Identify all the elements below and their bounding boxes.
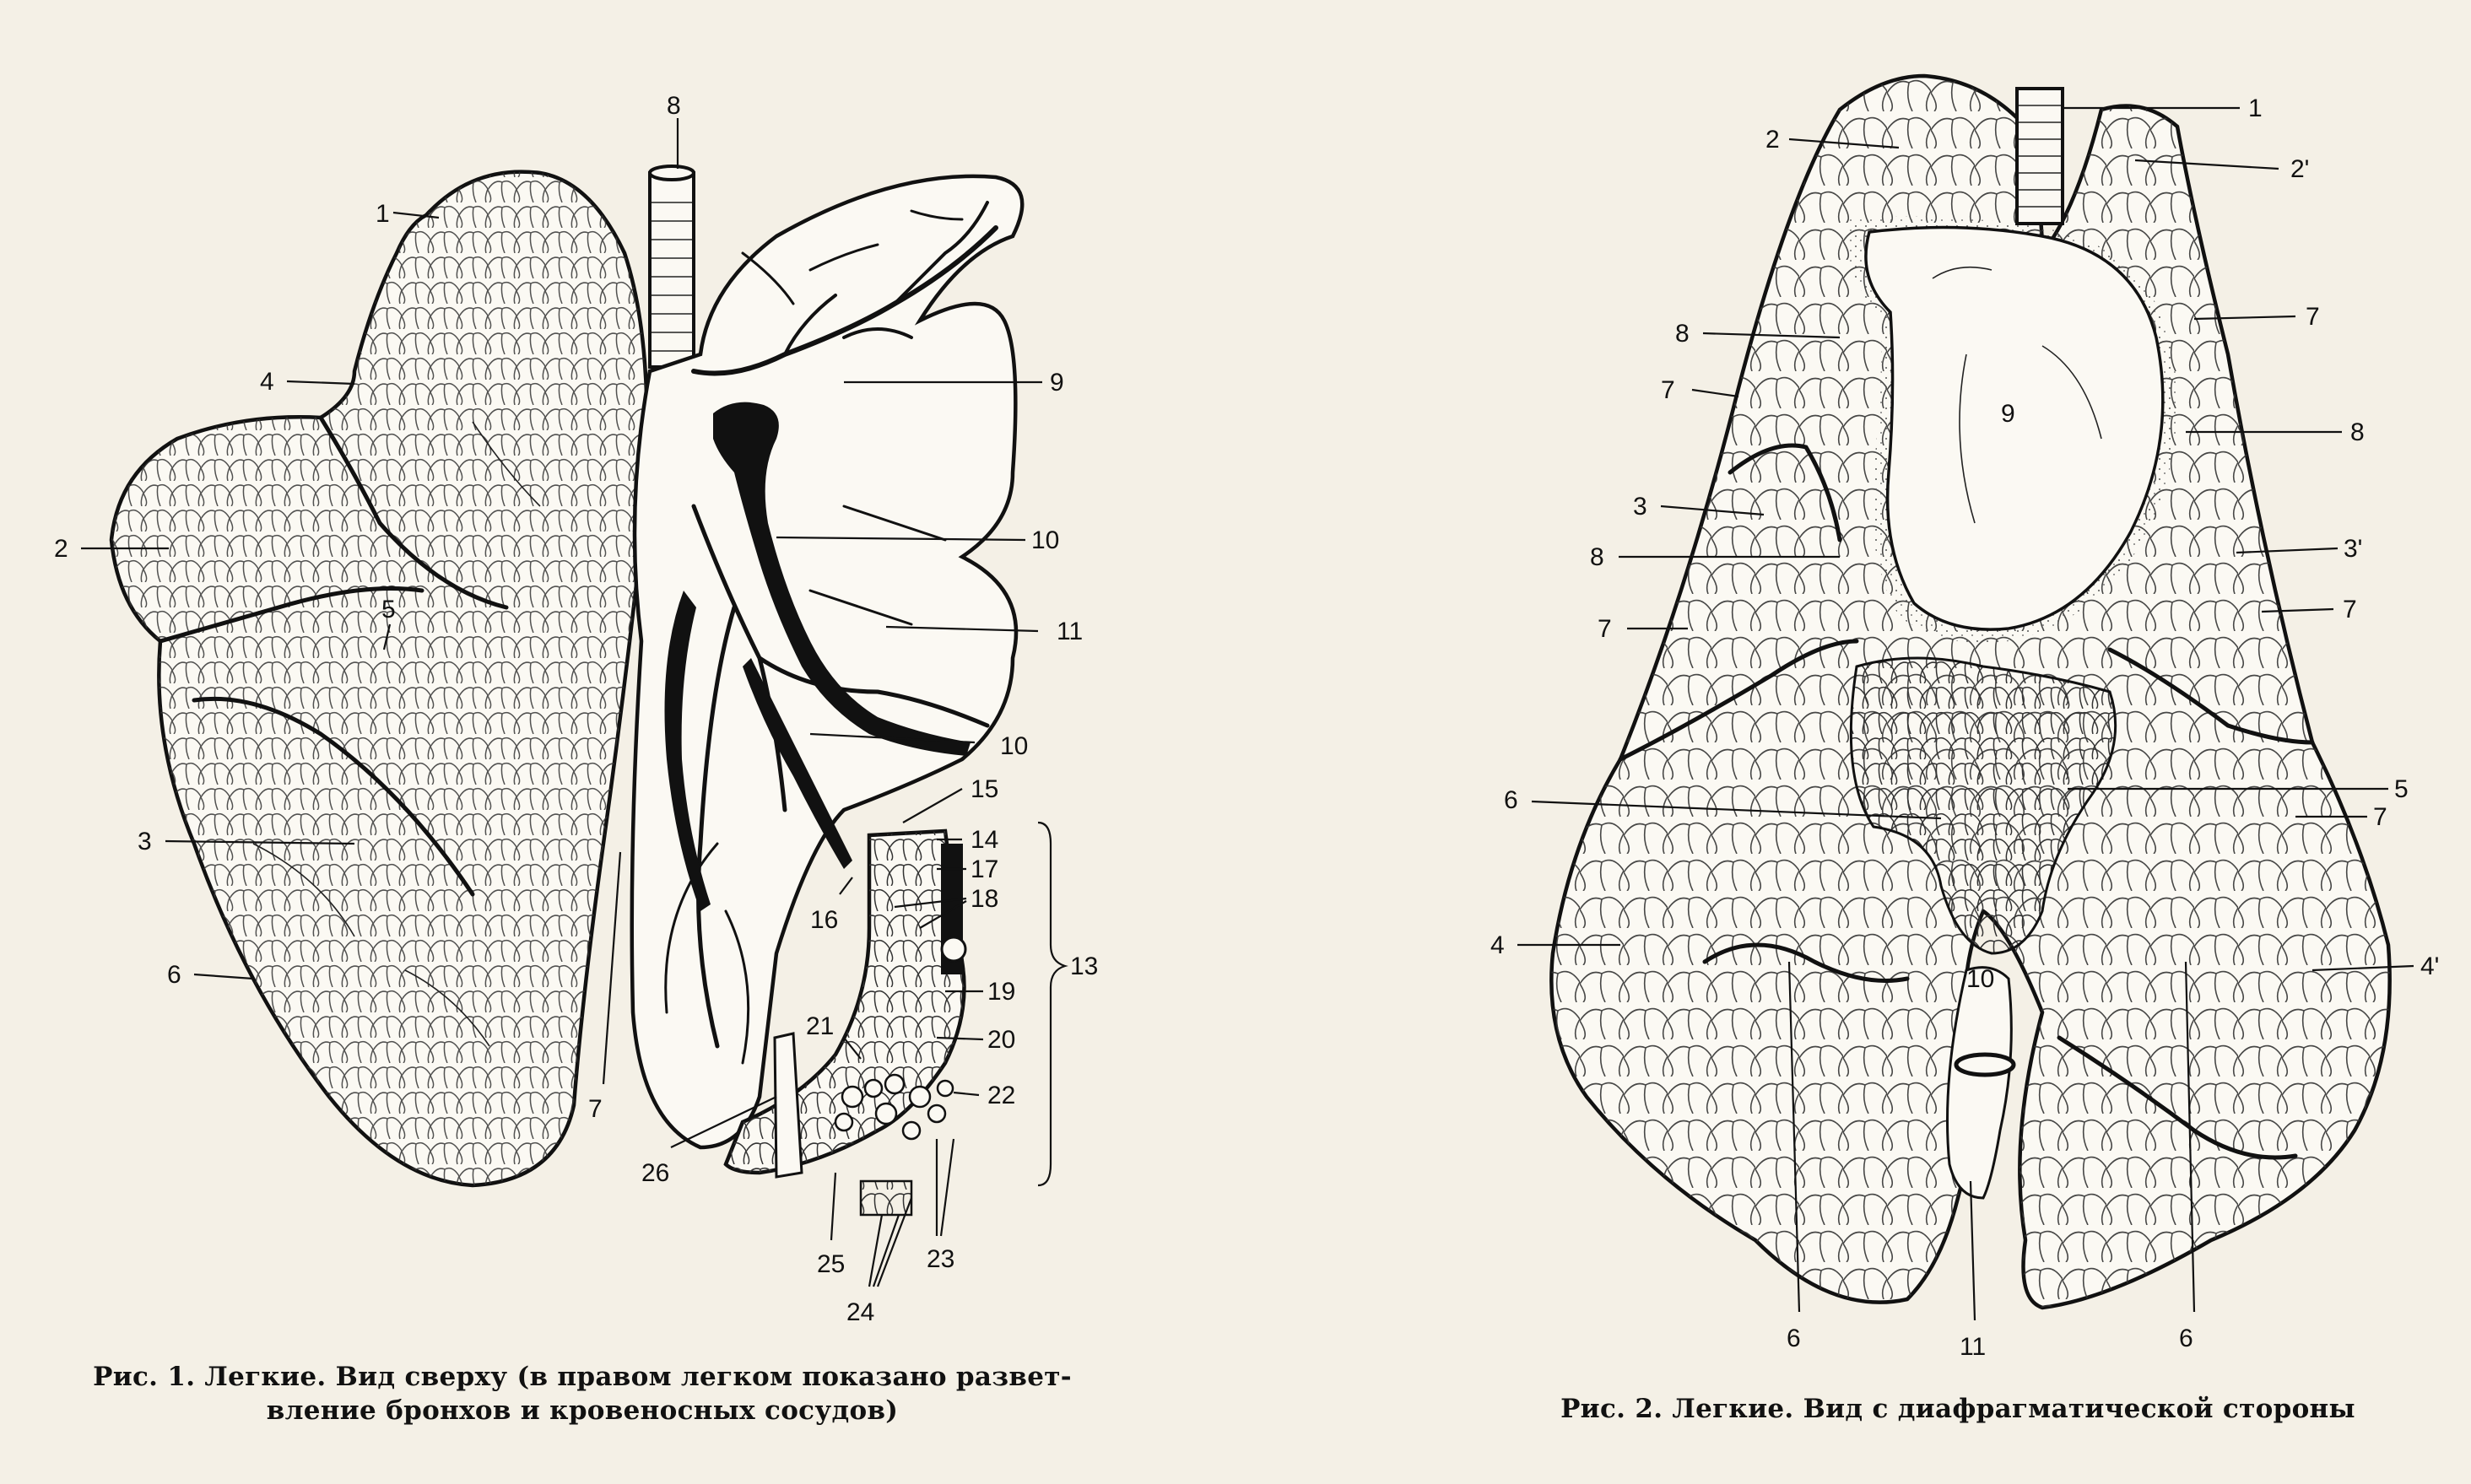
callout-9: 9 [1050, 369, 1064, 397]
callout-f2-7a: 7 [2306, 303, 2320, 331]
left-lung [111, 172, 647, 1185]
callout-f2-11: 11 [1960, 1333, 1987, 1361]
callout-16: 16 [810, 906, 839, 934]
callout-f2-2: 2 [1765, 126, 1780, 154]
callout-f2-10: 10 [1966, 965, 1995, 993]
callout-f2-7c: 7 [1598, 615, 1612, 643]
callout-f2-4prime: 4' [2420, 952, 2440, 980]
callout-f2-8b: 8 [2350, 418, 2365, 446]
callout-f2-3: 3 [1633, 493, 1647, 521]
callout-5: 5 [381, 596, 396, 623]
callout-8: 8 [667, 92, 681, 120]
callout-f2-2prime: 2' [2290, 155, 2310, 183]
figure-1-lungs-top-view [54, 92, 1098, 1326]
callout-7: 7 [588, 1095, 603, 1123]
bracket-13 [1038, 823, 1065, 1185]
callout-18: 18 [971, 885, 999, 913]
callout-20: 20 [987, 1026, 1016, 1054]
callout-22: 22 [987, 1082, 1016, 1109]
callout-10: 10 [1031, 526, 1060, 554]
callout-f2-8c: 8 [1590, 543, 1604, 571]
callout-2: 2 [54, 535, 68, 563]
callout-f2-6c: 6 [2179, 1325, 2193, 1352]
trachea [2017, 89, 2063, 224]
callout-f2-7d: 7 [2343, 596, 2357, 623]
callout-10b: 10 [1000, 732, 1029, 760]
figure-1-caption-line-1: Рис. 1. Легкие. Вид сверху (в правом легком показано развет- [93, 1362, 1072, 1392]
callout-19: 19 [987, 978, 1016, 1006]
callout-f2-9: 9 [2001, 400, 2015, 428]
callout-f2-7b: 7 [1661, 376, 1675, 404]
callout-17: 17 [971, 855, 999, 883]
trachea [650, 166, 694, 367]
callout-13: 13 [1070, 952, 1099, 980]
callout-12: 12 [770, 459, 798, 487]
figure-2-caption: Рис. 2. Легкие. Вид с диафрагматической стороны [1560, 1394, 2355, 1424]
figure-1-caption [51, 1360, 1114, 1427]
callout-25: 25 [817, 1250, 846, 1278]
callout-f2-4: 4 [1490, 931, 1505, 959]
callout-f2-7e: 7 [2373, 803, 2387, 831]
callout-23: 23 [927, 1245, 955, 1273]
callout-4: 4 [260, 368, 274, 396]
callout-f2-6a: 6 [1504, 786, 1518, 814]
callout-26: 26 [641, 1159, 670, 1187]
callout-11: 11 [1057, 618, 1084, 645]
callout-f2-6b: 6 [1787, 1325, 1801, 1352]
callout-f2-5: 5 [2394, 775, 2409, 803]
callout-24: 24 [846, 1298, 875, 1326]
callout-1: 1 [376, 200, 390, 228]
figure-1-caption-line-2: вление бронхов и кровеносных сосудов) [266, 1395, 899, 1426]
callout-14: 14 [971, 826, 999, 854]
callout-3: 3 [138, 828, 152, 855]
callout-21: 21 [806, 1012, 835, 1040]
figure-2-lungs-diaphragmatic-view [1490, 76, 2439, 1361]
callout-f2-1: 1 [2248, 94, 2263, 122]
callout-15: 15 [971, 775, 999, 803]
callout-f2-3prime: 3' [2344, 535, 2363, 563]
callout-f2-8a: 8 [1675, 320, 1690, 348]
callout-6: 6 [167, 961, 181, 989]
